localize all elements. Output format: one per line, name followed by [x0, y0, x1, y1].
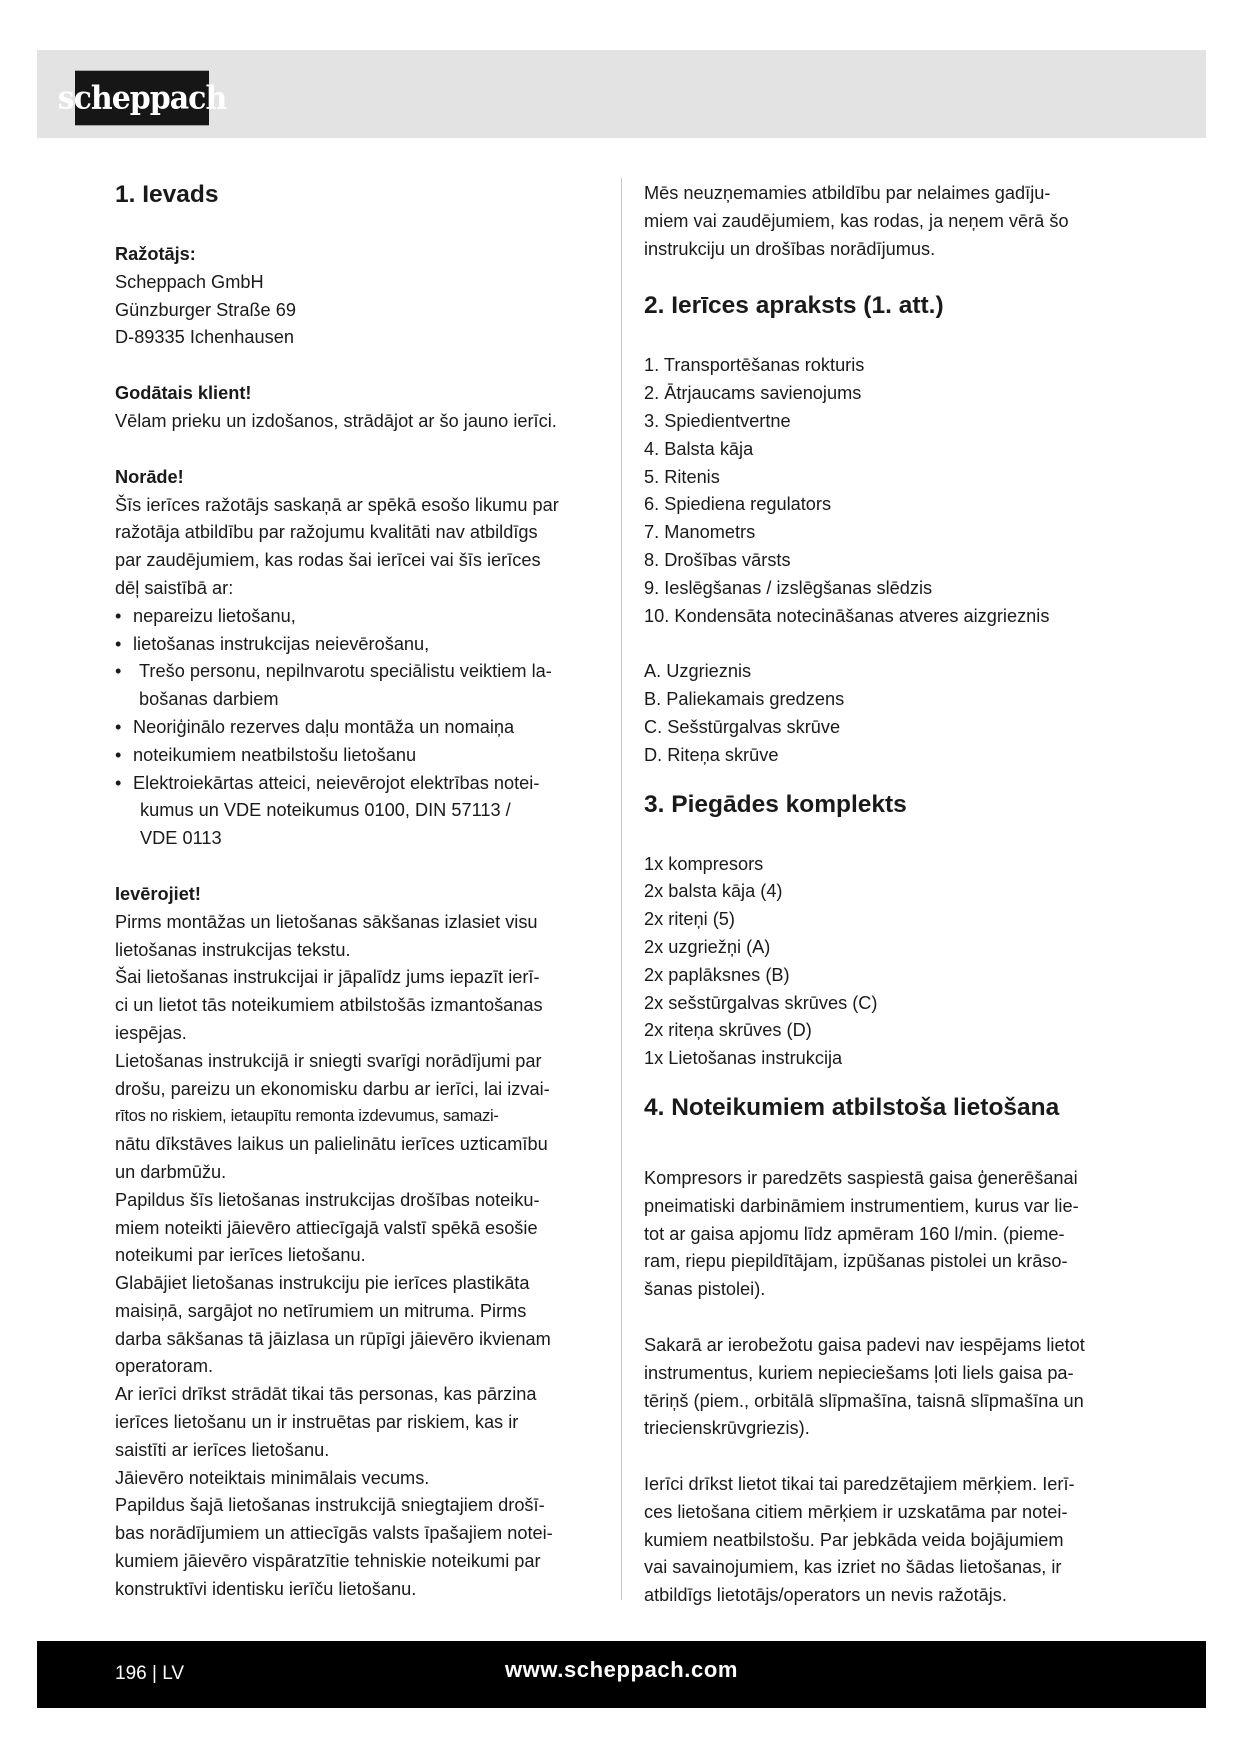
list-item-text: bošanas darbiem — [139, 689, 279, 710]
website-link[interactable]: www.scheppach.com — [504, 1657, 739, 1682]
text-line: ierīces lietošanu un ir instruētas par riskiem, kas ir — [115, 1412, 519, 1433]
list-item: A. Uzgrieznis — [644, 661, 752, 682]
text-line: bas norādījumiem un attiecīgās valsts īpašajiem notei- — [115, 1523, 553, 1544]
address-line: Günzburger Straße 69 — [115, 299, 296, 320]
text-line: Kompresors ir paredzēts saspiestā gaisa ģenerēšanai — [644, 1167, 1078, 1188]
list-item: 7. Manometrs — [644, 522, 756, 543]
note-line: dēļ saistībā ar: — [115, 577, 234, 598]
list-item: 2x riteņi (5) — [644, 909, 735, 930]
text-line: operatoram. — [115, 1356, 214, 1377]
text-line: nātu dīkstāves laikus un palielinātu ierīces uzticamību — [115, 1134, 548, 1155]
list-item: 8. Drošības vārsts — [644, 549, 791, 570]
text-line: triecienskrūvgriezis). — [644, 1418, 810, 1439]
address-line: D-89335 Ichenhausen — [115, 327, 294, 348]
list-item: D. Riteņa skrūve — [644, 744, 779, 765]
list-item: 1x Lietošanas instrukcija — [644, 1048, 843, 1069]
section-4-title: 4. Noteikumiem atbilstoša lietošana — [644, 1093, 1060, 1121]
text-line: drošu, pareizu un ekonomisku darbu ar ierīci, lai izvai- — [115, 1078, 550, 1099]
page-number: 196 | LV — [115, 1663, 185, 1684]
bullet-icon: • — [115, 605, 122, 626]
list-item: 3. Spiedientvertne — [644, 410, 791, 431]
left-column — [115, 180, 613, 1604]
footer-band — [37, 1641, 1206, 1708]
list-item: 4. Balsta kāja — [644, 438, 754, 459]
text-line: darba sākšanas tā jāizlasa un rūpīgi jāievēro ikvienam — [115, 1328, 551, 1349]
air-supply-paragraph — [644, 1332, 1146, 1443]
brand-logo: scheppach — [75, 71, 209, 126]
text-line: Šai lietošanas instrukcijai ir jāpalīdz jums iepazīt ierī- — [115, 967, 540, 988]
right-column — [644, 180, 1146, 1610]
list-item — [115, 631, 613, 659]
list-item: 1. Transportēšanas rokturis — [644, 355, 865, 376]
bullet-icon: • — [115, 633, 122, 654]
note-line: par zaudējumiem, kas rodas šai ierīcei vai šīs ierīces — [115, 550, 541, 571]
bullet-icon: • — [115, 661, 122, 682]
header-band — [37, 50, 1206, 138]
list-item: 2x sešstūrgalvas skrūves (C) — [644, 992, 878, 1013]
list-item: 9. Ieslēgšanas / izslēgšanas slēdzis — [644, 577, 933, 598]
section-1-title: 1. Ievads — [115, 181, 219, 208]
text-line: miem noteikti jāievēro attiecīgajā valstī spēkā esošie — [115, 1217, 538, 1238]
list-item: B. Paliekamais gredzens — [644, 689, 845, 710]
text-line: Ar ierīci drīkst strādāt tikai tās personas, kas pārzina — [115, 1384, 537, 1405]
list-item-text: lietošanas instrukcijas neievērošanu, — [133, 633, 430, 654]
text-line: Jāievēro noteiktais minimālais vecums. — [115, 1467, 430, 1488]
text-line: Ierīci drīkst lietot tikai tai paredzētajiem mērķiem. Ierī- — [644, 1474, 1075, 1495]
list-item — [115, 714, 613, 742]
bullet-icon: • — [115, 716, 122, 737]
list-item: 1x kompresors — [644, 853, 764, 874]
list-item-text: noteikumiem neatbilstošu lietošanu — [133, 744, 417, 765]
note-line: Šīs ierīces ražotājs saskaņā ar spēkā esošo likumu par — [115, 494, 559, 515]
text-line: kumiem jāievēro vispāratzītie tehniskie noteikumi par — [115, 1551, 541, 1572]
text-line: Lietošanas instrukcijā ir sniegti svarīgi norādījumi par — [115, 1050, 542, 1071]
manufacturer-label: Ražotājs: — [115, 244, 196, 264]
text-line: šanas pistolei). — [644, 1279, 766, 1300]
list-item-text: kumus un VDE noteikumus 0100, DIN 57113 / — [140, 800, 511, 821]
list-item — [115, 658, 613, 714]
text-line: instrumentus, kuriem nepieciešams ļoti liels gaisa pa- — [644, 1362, 1074, 1383]
text-line: Papildus šīs lietošanas instrukcijas drošības noteiku- — [115, 1189, 540, 1210]
text-line: vai savainojumiem, kas izriet no šādas lietošanas, ir — [644, 1557, 1062, 1578]
greeting-text: Vēlam prieku un izdošanos, strādājot ar šo jauno ierīci. — [115, 410, 557, 431]
list-item-text: nepareizu lietošanu, — [133, 605, 296, 626]
attention-label: Ievērojiet! — [115, 883, 201, 904]
text-line: tēriņš (piem., orbitālā slīpmašīna, taisnā slīpmašīna un — [644, 1390, 1084, 1411]
text-line: maisiņā, sargājot no netīrumiem un mitruma. Pirms — [115, 1300, 527, 1321]
text-line: Sakarā ar ierobežotu gaisa padevi nav iespējams lietot — [644, 1334, 1085, 1355]
list-item: 2. Ātrjaucams savienojums — [644, 383, 862, 404]
text-line: atbildīgs lietotājs/operators un nevis ražotājs. — [644, 1585, 1007, 1606]
note-label: Norāde! — [115, 466, 184, 487]
text-line: un darbmūžu. — [115, 1161, 227, 1182]
text-line: pneimatiski darbināmiem instrumentiem, kurus var lie- — [644, 1195, 1079, 1216]
text-line: miem vai zaudējumiem, kas rodas, ja neņem vērā šo — [644, 210, 1069, 231]
text-line: saistīti ar ierīces lietošanu. — [115, 1439, 330, 1460]
text-line: tot ar gaisa apjomu līdz apmēram 160 l/min. (pieme- — [644, 1223, 1065, 1244]
text-line: Papildus šajā lietošanas instrukcijā sniegtajiem drošī- — [115, 1495, 545, 1516]
bullet-icon: • — [115, 744, 122, 765]
list-item — [115, 770, 613, 853]
parts-list — [644, 352, 1146, 630]
section-2-title: 2. Ierīces apraksts (1. att.) — [644, 292, 944, 320]
list-item: 2x riteņa skrūves (D) — [644, 1020, 812, 1041]
text-line: instrukciju un drošības norādījumus. — [644, 238, 936, 259]
text-line: konstruktīvi identisku ierīču lietošanu. — [115, 1578, 417, 1599]
list-item: 2x balsta kāja (4) — [644, 881, 783, 902]
liability-paragraph — [644, 1471, 1146, 1610]
intro-text — [644, 180, 1146, 263]
text-line: Pirms montāžas un lietošanas sākšanas izlasiet visu — [115, 911, 538, 932]
address-line: Scheppach GmbH — [115, 271, 264, 292]
text-line: ci un lietot tās noteikumiem atbilstošās izmantošanas — [115, 995, 543, 1016]
bullet-icon: • — [115, 772, 122, 793]
list-item-text: Neoriģinālo rezerves daļu montāža un nomaiņa — [133, 716, 515, 737]
list-item: 2x paplāksnes (B) — [644, 964, 790, 985]
delivery-list — [644, 851, 1146, 1073]
attention-text — [115, 909, 613, 1604]
text-line: Glabājiet lietošanas instrukciju pie ierīces plastikāta — [115, 1273, 530, 1294]
list-item: 6. Spiediena regulators — [644, 494, 832, 515]
list-item: 5. Ritenis — [644, 466, 720, 487]
text-line: rītos no riskiem, ietaupītu remonta izdevumus, samazi- — [115, 1107, 499, 1126]
text-line: noteikumi par ierīces lietošanu. — [115, 1245, 366, 1266]
note-line: ražotāja atbildību par ražojumu kvalitāti nav atbildīgs — [115, 522, 538, 543]
greeting-label: Godātais klient! — [115, 383, 252, 404]
text-line: ces lietošana citiem mērķiem ir uzskatāma par notei- — [644, 1501, 1068, 1522]
intended-use-paragraph — [644, 1165, 1146, 1304]
list-item: C. Sešstūrgalvas skrūve — [644, 716, 841, 737]
list-item-text: Trešo personu, nepilnvarotu speciālistu veiktiem la- — [139, 661, 552, 682]
text-line: iespējas. — [115, 1022, 187, 1043]
text-line: Mēs neuzņemamies atbildību par nelaimes gadīju- — [644, 183, 1051, 203]
list-item — [115, 603, 613, 631]
section-3-title: 3. Piegādes komplekts — [644, 790, 907, 818]
list-item-text: Elektroiekārtas atteici, neievērojot elektrības notei- — [133, 772, 540, 793]
list-item: 10. Kondensāta notecināšanas atveres aizgrieznis — [644, 605, 1050, 626]
list-item: 2x uzgriežņi (A) — [644, 936, 771, 957]
text-line: lietošanas instrukcijas tekstu. — [115, 939, 351, 960]
text-line: kumiem neatbilstošu. Par jebkāda veida bojājumiem — [644, 1529, 1064, 1550]
text-line: ram, riepu piepildītājam, izpūšanas pistolei un krāso- — [644, 1251, 1068, 1272]
list-item-text: VDE 0113 — [140, 828, 222, 849]
parts-letter-list — [644, 658, 1146, 769]
column-divider — [621, 178, 622, 1600]
list-item — [115, 742, 613, 770]
